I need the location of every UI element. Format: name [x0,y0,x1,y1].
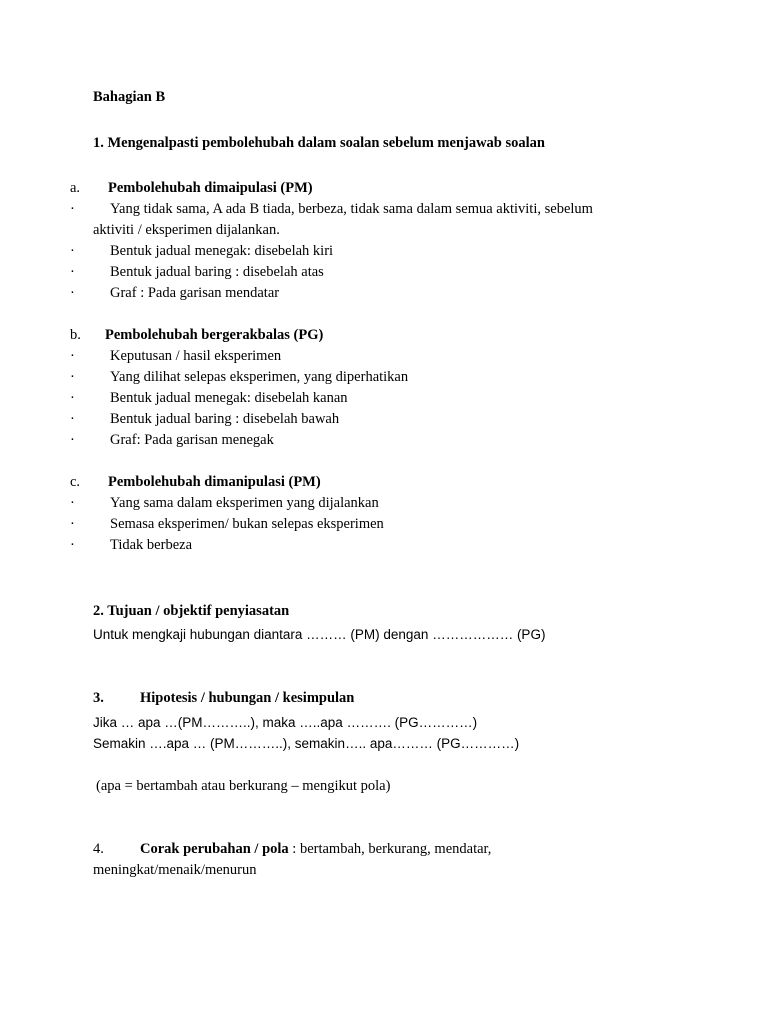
point-3-note: (apa = bertambah atau berkurang – mengikut pola) [96,778,391,794]
item-b-bullet-5: Graf: Pada garisan menegak [110,432,274,448]
bullet: · [70,201,75,217]
item-b-bullet-3: Bentuk jadual menegak: disebelah kanan [110,390,348,406]
point-4-values: : bertambah, berkurang, mendatar, [288,841,492,857]
bullet: · [70,264,75,280]
bullet: · [70,348,75,364]
point-2-title: 2. Tujuan / objektif penyiasatan [93,603,290,619]
item-a-bullet-4: Graf : Pada garisan mendatar [110,285,280,301]
item-b-marker: b. [70,327,81,343]
section-heading: Bahagian B [93,89,166,105]
item-a-bullet-1: Yang tidak sama, A ada B tiada, berbeza, tidak sama dalam semua aktiviti, sebelum [110,201,593,217]
bullet: · [70,411,75,427]
point-3-line-1: Jika … apa …(PM………..), maka …..apa ………. (PG…………) [93,715,478,730]
bullet: · [70,432,75,448]
item-c-title: Pembolehubah dimanipulasi (PM) [108,474,321,490]
bullet: · [70,243,75,259]
point-4-line-1 [140,840,491,858]
point-1-title: 1. Mengenalpasti pembolehubah dalam soalan sebelum menjawab soalan [93,135,545,151]
item-a-bullet-3: Bentuk jadual baring : disebelah atas [110,264,324,280]
item-b-bullet-4: Bentuk jadual baring : disebelah bawah [110,411,340,427]
point-3-title: Hipotesis / hubungan / kesimpulan [140,690,355,706]
bullet: · [70,516,75,532]
bullet: · [70,390,75,406]
item-c-marker: c. [70,474,81,490]
item-c-bullet-3: Tidak berbeza [110,537,193,553]
point-4-line-2: meningkat/menaik/menurun [93,862,257,878]
item-a-bullet-2: Bentuk jadual menegak: disebelah kiri [110,243,334,259]
item-a-marker: a. [70,180,81,196]
item-a-title: Pembolehubah dimaipulasi (PM) [108,180,313,196]
item-b-bullet-2: Yang dilihat selepas eksperimen, yang diperhatikan [110,369,409,385]
item-a-bullet-1-cont: aktiviti / eksperimen dijalankan. [93,222,280,238]
bullet: · [70,537,75,553]
point-3-line-2: Semakin ….apa … (PM………..), semakin….. apa……… (PG…………) [93,736,520,751]
point-3-number: 3. [93,690,104,706]
point-4-number: 4. [93,841,104,857]
bullet: · [70,495,75,511]
point-4-title: Corak perubahan / pola [140,841,289,857]
item-c-bullet-2: Semasa eksperimen/ bukan selepas eksperimen [110,516,384,532]
item-b-bullet-1: Keputusan / hasil eksperimen [110,348,282,364]
bullet: · [70,369,75,385]
item-c-bullet-1: Yang sama dalam eksperimen yang dijalankan [110,495,379,511]
bullet: · [70,285,75,301]
item-b-title: Pembolehubah bergerakbalas (PG) [105,327,324,343]
point-2-body: Untuk mengkaji hubungan diantara ……… (PM) dengan ……………… (PG) [93,627,546,642]
